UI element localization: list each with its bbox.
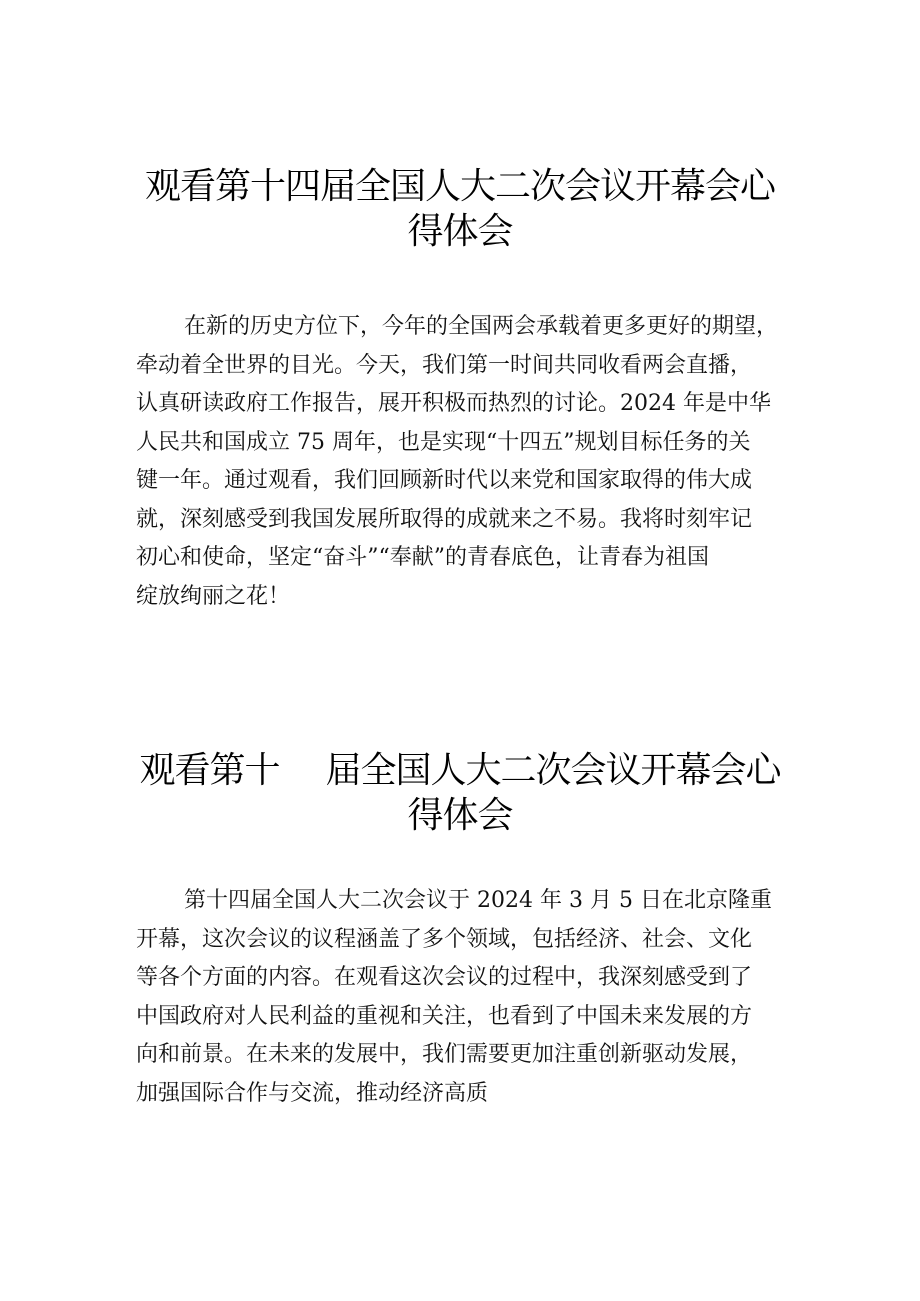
section-2-title-line-1 bbox=[0, 748, 920, 793]
body-line: 等各个方面的内容。在观看这次会议的过程中，我深刻感受到了 bbox=[136, 965, 753, 990]
body-line: 开幕，这次会议的议程涵盖了多个领域，包括经济、社会、文化 bbox=[136, 926, 753, 952]
body-line: 初心和使命，坚定“奋斗”“奉献”的青春底色，让青春为祖国 bbox=[136, 545, 709, 570]
section-1-title bbox=[0, 164, 920, 254]
section-2-title-line-2: 得体会 bbox=[407, 795, 513, 836]
body-line: 就，深刻感受到我国发展所取得的成就来之不易。我将时刻牢记 bbox=[136, 506, 753, 532]
section-2-title-part-1: 观看第十 bbox=[139, 750, 280, 791]
body-line: 牵动着全世界的目光。今天，我们第一时间共同收看两会直播， bbox=[136, 352, 753, 378]
section-1-title-line-1: 观看第十四届全国人大二次会议开幕会心 bbox=[144, 166, 775, 207]
body-line: 向和前景。在未来的发展中，我们需要更加注重创新驱动发展， bbox=[136, 1042, 753, 1067]
section-1-title-line-2: 得体会 bbox=[407, 211, 513, 252]
body-line: 在新的历史方位下，今年的全国两会承载着更多更好的期望， bbox=[184, 314, 779, 339]
body-line: 认真研读政府工作报告，展开积极而热烈的讨论。2024 年是中华 bbox=[136, 391, 771, 416]
body-line: 第十四届全国人大二次会议于 2024 年 3 月 5 日在北京隆重 bbox=[184, 888, 772, 913]
body-line: 加强国际合作与交流，推动经济高质 bbox=[136, 1080, 489, 1106]
section-2-title-part-2: 届全国人大二次会议开幕会心 bbox=[325, 750, 781, 791]
body-line: 中国政府对人民利益的重视和关注，也看到了中国未来发展的方 bbox=[136, 1003, 753, 1029]
section-1-body bbox=[136, 308, 796, 616]
body-line: 人民共和国成立 75 周年，也是实现“十四五”规划目标任务的关 bbox=[136, 429, 751, 455]
section-2-body bbox=[136, 882, 796, 1113]
body-line: 键一年。通过观看，我们回顾新时代以来党和国家取得的伟大成 bbox=[136, 468, 753, 493]
section-2-title bbox=[0, 748, 920, 838]
body-line: 绽放绚丽之花！ bbox=[136, 583, 291, 609]
